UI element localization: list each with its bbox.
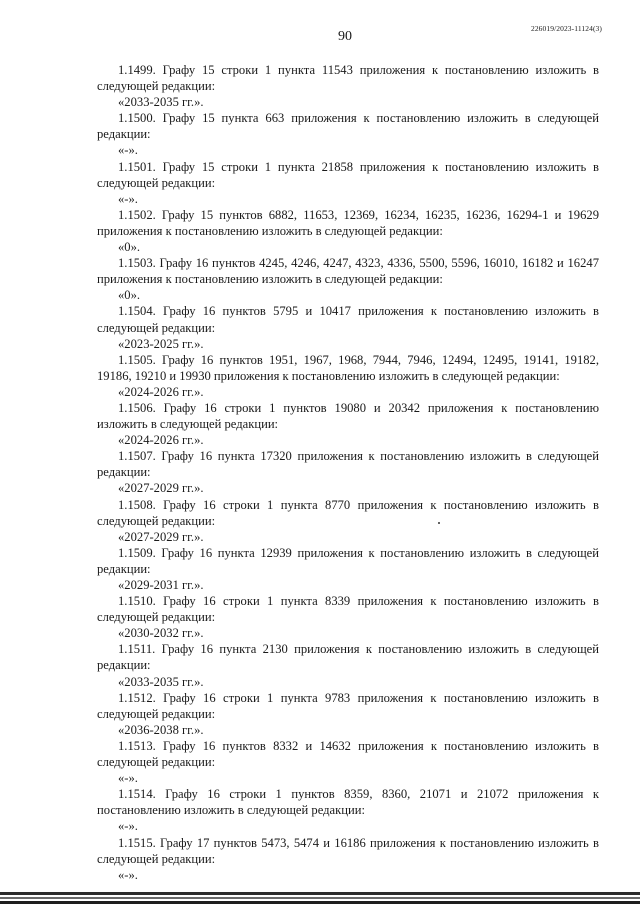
paragraph: 1.1513. Графу 16 пунктов 8332 и 14632 приложения к постановлению изложить в следующей редакции: (97, 738, 599, 770)
quoted-value: «2027-2029 гг.». (118, 481, 204, 496)
scan-line (0, 897, 640, 899)
document-id: 226019/2023-11124(3) (530, 24, 602, 33)
quoted-value: «2027-2029 гг.». (118, 529, 204, 544)
paragraph: 1.1501. Графу 15 строки 1 пункта 21858 приложения к постановлению изложить в следующей редакции: (97, 159, 599, 190)
paragraph: 1.1509. Графу 16 пункта 12939 приложения к постановлению изложить в следующей редакции: (97, 545, 599, 576)
quoted-value: «0». (118, 288, 141, 303)
document-body (97, 62, 599, 883)
quoted-value: «-». (118, 191, 138, 206)
quoted-value: «-». (118, 143, 138, 158)
quoted-value: «-». (118, 771, 138, 786)
quoted-value: «-». (118, 819, 138, 834)
paragraph: 1.1507. Графу 16 пункта 17320 приложения к постановлению изложить в следующей редакции: (97, 449, 599, 480)
quoted-value: «2030-2032 гг.». (118, 626, 204, 641)
quoted-value: «2024-2026 гг.». (118, 433, 204, 448)
paragraph: 1.1508. Графу 16 строки 1 пункта 8770 приложения к постановлению изложить в следующей редакции: (97, 497, 599, 528)
quoted-value: «2036-2038 гг.». (118, 722, 204, 737)
quoted-value: «-». (118, 867, 138, 882)
paragraph: 1.1504. Графу 16 пунктов 5795 и 10417 приложения к постановлению изложить в следующей редакции: (97, 304, 599, 335)
quoted-value: «2029-2031 гг.». (118, 578, 204, 592)
paragraph: 1.1514. Графу 16 строки 1 пунктов 8359, 8360, 21071 и 21072 приложения к постановлению изложить в следующей редакции: (97, 787, 599, 818)
paragraph: 1.1511. Графу 16 пункта 2130 приложения к постановлению изложить в следующей редакции: (97, 642, 599, 673)
paragraph: 1.1503. Графу 16 пунктов 4245, 4246, 4247, 4323, 4336, 5500, 5596, 16010, 16182 и 16247 приложения к постановлению изложить в следующей редакции: (97, 256, 599, 287)
paragraph: 1.1515. Графу 17 пунктов 5473, 5474 и 16186 приложения к постановлению изложить в следующей редакции: (97, 835, 599, 866)
paragraph: 1.1499. Графу 15 строки 1 пункта 11543 приложения к постановлению изложить в следующей редакции: (97, 63, 599, 94)
paragraph: 1.1500. Графу 15 пункта 663 приложения к постановлению изложить в следующей редакции: (97, 111, 599, 142)
scan-edge-artifact (0, 892, 640, 904)
quoted-value: «2024-2026 гг.». (118, 384, 204, 399)
scan-speck (438, 522, 440, 524)
paragraph: 1.1510. Графу 16 строки 1 пункта 8339 приложения к постановлению изложить в следующей редакции: (97, 594, 599, 625)
page-number: 90 (338, 29, 352, 44)
quoted-value: «2023-2025 гг.». (118, 336, 204, 351)
paragraph: 1.1505. Графу 16 пунктов 1951, 1967, 1968, 7944, 7946, 12494, 12495, 19141, 19182, 19186, 19210 и 19930 приложения к постановлению изложить в следующей редакции: (97, 352, 599, 383)
quoted-value: «2033-2035 гг.». (118, 95, 204, 110)
quoted-value: «2033-2035 гг.». (118, 674, 204, 689)
scan-line (0, 892, 640, 895)
quoted-value: «0». (118, 240, 141, 255)
paragraph: 1.1502. Графу 15 пунктов 6882, 11653, 12369, 16234, 16235, 16236, 16294-1 и 19629 приложения к постановлению изложить в следующей редакции: (97, 207, 599, 238)
paragraph: 1.1512. Графу 16 строки 1 пункта 9783 приложения к постановлению изложить в следующей редакции: (97, 690, 599, 721)
paragraph: 1.1506. Графу 16 строки 1 пунктов 19080 и 20342 приложения к постановлению изложить в следующей редакции: (97, 400, 599, 432)
